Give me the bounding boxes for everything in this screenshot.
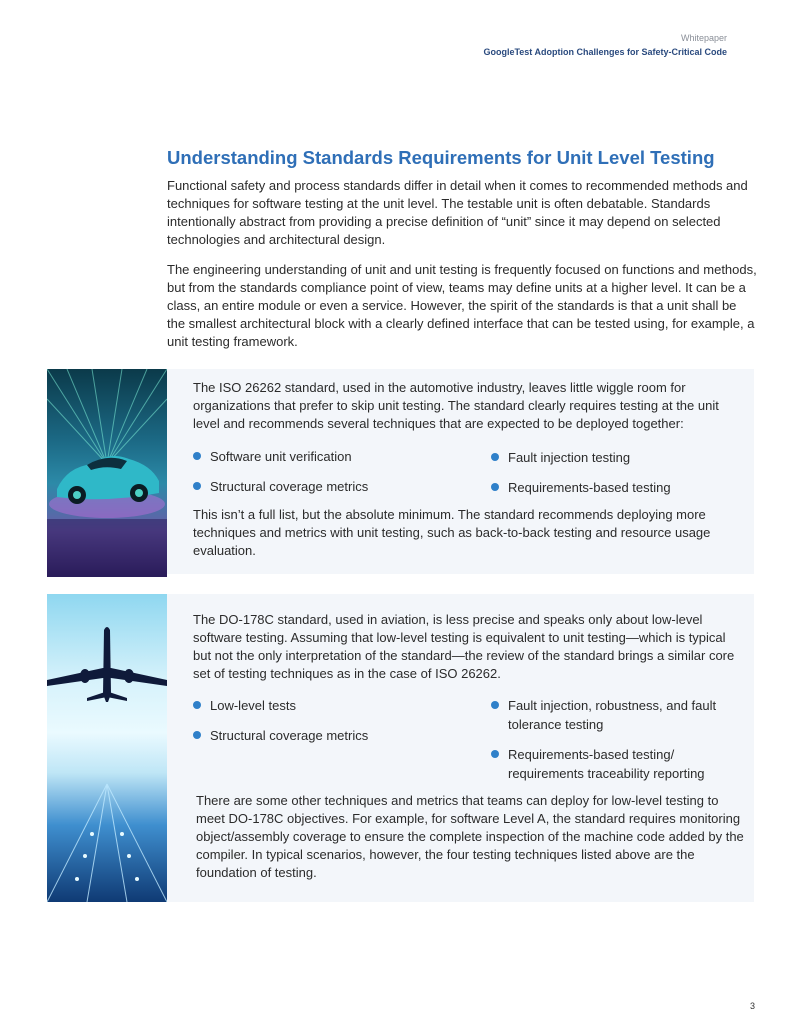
list-item bbox=[491, 696, 738, 734]
list-item bbox=[193, 447, 440, 466]
bullet-icon bbox=[193, 701, 201, 709]
bullet-icon bbox=[491, 750, 499, 758]
bullet-label: Fault injection testing bbox=[508, 450, 631, 465]
bullet-icon bbox=[193, 482, 201, 490]
do-178c-panel bbox=[167, 594, 754, 902]
automotive-car-image bbox=[47, 369, 167, 577]
list-item bbox=[491, 745, 738, 783]
iso-26262-panel bbox=[167, 369, 754, 574]
intro-paragraph-1: Functional safety and process standards differ in detail when it comes to recommended methods and techniques for software testing at the unit level. The testable unit is often debatable. Standards intentionally abstract from providing a precise definition of “unit” since it may depend on selected technologies and architectural design. bbox=[167, 178, 748, 247]
bullet-label: Requirements-based testing bbox=[508, 480, 671, 495]
header-document-title: GoogleTest Adoption Challenges for Safety-Critical Code bbox=[483, 47, 727, 57]
list-item bbox=[193, 726, 440, 745]
section-title: Understanding Standards Requirements for Unit Level Testing bbox=[167, 147, 715, 168]
bullet-icon bbox=[491, 701, 499, 709]
iso-outro-text: This isn’t a full list, but the absolute minimum. The standard recommends deploying more techniques and metrics with unit testing, such as back-to-back testing and resource usage evaluation. bbox=[193, 507, 711, 558]
page-number: 3 bbox=[749, 1001, 755, 1011]
bullet-icon bbox=[491, 453, 499, 461]
header-label: Whitepaper bbox=[680, 33, 727, 43]
bullet-label: Structural coverage metrics bbox=[210, 728, 369, 743]
list-item bbox=[193, 696, 440, 715]
list-item bbox=[491, 448, 738, 467]
bullet-label: Requirements-based testing/ requirements traceability reporting bbox=[508, 747, 705, 781]
list-item bbox=[193, 477, 440, 496]
bullet-label: Structural coverage metrics bbox=[210, 479, 369, 494]
do-outro-text: There are some other techniques and metrics that teams can deploy for low-level testing to meet DO-178C objectives. For example, for software Level A, the standard requires monitoring object/assembly coverage to ensure the complete inspection of the machine code added by the compiler. In typical scenarios, however, the four testing techniques listed above are the foundation of testing. bbox=[196, 793, 744, 880]
aviation-airplane-image bbox=[47, 594, 167, 902]
bullet-icon bbox=[491, 483, 499, 491]
do-intro-text: The DO-178C standard, used in aviation, is less precise and speaks only about low-level software testing. Assuming that low-level testing is equivalent to unit testing—which is typical but not the only interpretation of the standard—the review of the standard brings a similar core set of testing techniques as in the case of ISO 26262. bbox=[193, 612, 735, 681]
intro-paragraph-2: The engineering understanding of unit and unit testing is frequently focused on functions and methods, but from the standards compliance point of view, teams may define units at a higher level. It can be a class, an entire module or even a service. However, the spirit of the standards is that a unit shall be the smallest architectural block with a clearly defined interface that can be tested using, for example, a unit testing framework. bbox=[167, 262, 757, 349]
bullet-label: Fault injection, robustness, and fault tolerance testing bbox=[508, 698, 717, 732]
bullet-icon bbox=[193, 731, 201, 739]
bullet-icon bbox=[193, 452, 201, 460]
list-item bbox=[491, 478, 738, 497]
iso-intro-text: The ISO 26262 standard, used in the automotive industry, leaves little wiggle room for organizations that prefer to skip unit testing. The standard clearly requires testing at the unit level and recommends several techniques that are expected to be deployed together: bbox=[193, 380, 719, 431]
bullet-label: Low-level tests bbox=[210, 698, 296, 713]
bullet-label: Software unit verification bbox=[210, 449, 352, 464]
